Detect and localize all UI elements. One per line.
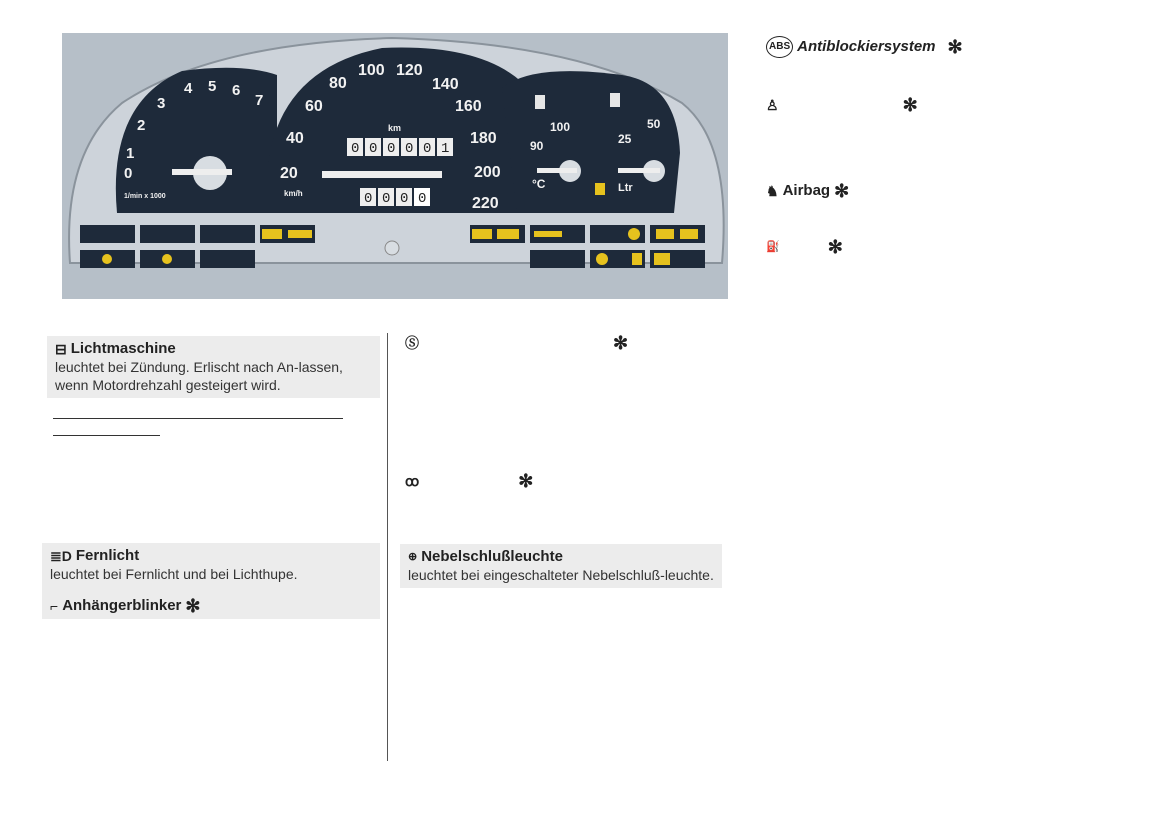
temp-tick: 90	[530, 139, 544, 153]
tach-tick: 3	[157, 95, 166, 112]
high-beam-icon: ≣D	[50, 548, 72, 564]
abs-icon: ABS	[766, 36, 793, 58]
odometer-digit: 0	[351, 141, 360, 157]
rear-fog-icon: ⊕	[408, 551, 418, 563]
divider	[53, 418, 343, 419]
sport-entry	[405, 334, 705, 352]
section-text: leuchtet bei eingeschalteter Nebelschluß-leuchte.	[408, 567, 714, 583]
star-icon: ✻	[834, 181, 850, 201]
fuel-icon: ⛽	[766, 241, 780, 253]
speed-tick: 80	[329, 75, 347, 92]
speed-tick: 40	[286, 130, 304, 147]
tach-tick: 1	[126, 145, 135, 162]
fuel-entry	[766, 238, 843, 256]
speed-tick: 160	[455, 98, 482, 115]
odometer-digit: 0	[369, 141, 378, 157]
airbag-icon: ♞	[766, 183, 779, 199]
tach-tick: 7	[255, 92, 264, 109]
speed-tick: 60	[305, 98, 323, 115]
column-separator	[387, 333, 388, 761]
star-icon: ✻	[185, 596, 201, 616]
trip-digit: 0	[400, 191, 409, 207]
trip-digit: 0	[418, 191, 427, 207]
speed-tick: 200	[474, 164, 501, 181]
battery-icon: ⊟	[55, 341, 67, 357]
star-icon: ✻	[518, 471, 534, 491]
speed-unit: km/h	[284, 189, 303, 198]
section-text: leuchtet bei Fernlicht und bei Lichthupe.	[50, 566, 298, 582]
speed-tick: 180	[470, 130, 497, 147]
divider	[53, 435, 160, 436]
abs-entry	[766, 36, 963, 58]
belt-entry	[766, 96, 946, 114]
odometer-digit: 0	[387, 141, 396, 157]
fernlicht-section	[42, 543, 380, 619]
trailer-indicator-icon: ⌐	[50, 598, 59, 614]
airbag-title: Airbag	[782, 182, 831, 199]
speed-tick: 20	[280, 165, 298, 182]
tach-tick: 0	[124, 165, 133, 182]
instrument-cluster-image	[62, 33, 728, 299]
odometer-digit: 0	[405, 141, 414, 157]
section-text: leuchtet bei Zündung. Erlischt nach An-lassen, wenn Motordrehzahl gesteigert wird.	[55, 359, 343, 393]
star-icon: ✻	[902, 95, 918, 115]
tach-tick: 5	[208, 78, 217, 95]
sport-mode-icon: Ⓢ	[405, 335, 419, 351]
airbag-entry	[766, 182, 849, 200]
trip-digit: 0	[364, 191, 373, 207]
odometer-digit: 0	[423, 141, 432, 157]
tach-tick: 6	[232, 82, 241, 99]
seatbelt-icon: ♙	[766, 97, 779, 113]
speed-tick: 140	[432, 76, 459, 93]
tach-tick: 4	[184, 80, 193, 97]
star-icon: ✻	[613, 333, 629, 353]
speed-tick: 100	[358, 62, 385, 79]
temp-tick: 100	[550, 120, 571, 134]
fuel-tick: 50	[647, 117, 661, 131]
section-title: Lichtmaschine	[70, 340, 176, 357]
odometer-label: km	[388, 123, 402, 133]
trip-digit: 0	[382, 191, 391, 207]
star-icon: ✻	[827, 237, 843, 257]
odometer-digit: 1	[441, 141, 450, 157]
speed-tick: 120	[396, 62, 423, 79]
nebel-section	[400, 544, 722, 588]
star-icon: ✻	[947, 37, 963, 57]
fuel-tick: 25	[618, 132, 632, 146]
section-title: Fernlicht	[75, 547, 140, 564]
tach-unit: 1/min x 1000	[124, 193, 166, 200]
speed-tick: 220	[472, 195, 499, 212]
glow-plug-icon: ꝏ	[405, 473, 420, 489]
temp-unit: °C	[532, 177, 546, 191]
glow-plug-entry	[405, 472, 705, 490]
section-title: Anhängerblinker	[62, 597, 182, 614]
section-title: Nebelschlußleuchte	[421, 548, 563, 565]
abs-title: Antiblockiersystem	[797, 38, 936, 55]
fuel-unit: Ltr	[618, 182, 633, 194]
lichtmaschine-section	[47, 336, 380, 398]
tach-tick: 2	[137, 117, 146, 134]
